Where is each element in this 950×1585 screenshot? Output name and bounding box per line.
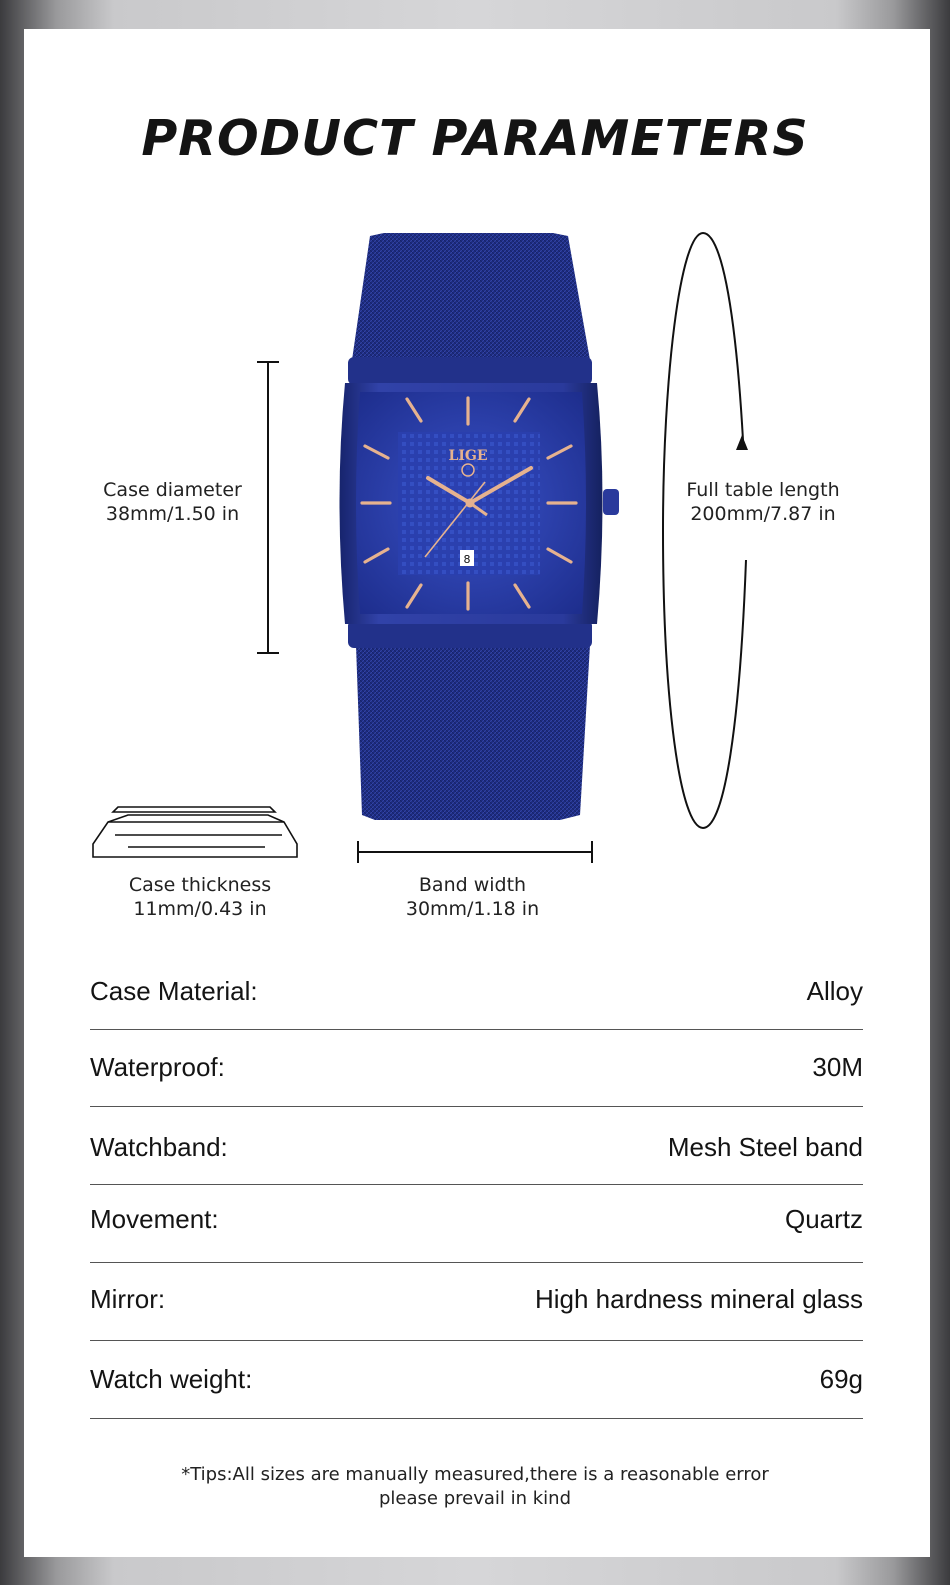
spec-label: Mirror: [90, 1284, 166, 1314]
tips-note [0, 1463, 950, 1511]
spec-value: 30M [812, 1052, 863, 1082]
spec-row-waterproof [90, 1052, 863, 1092]
case-thickness-value: 11mm/0.43 in [133, 898, 267, 920]
case-thickness-label [95, 873, 305, 921]
full-length-label [663, 478, 863, 526]
divider [90, 1340, 863, 1341]
case-diameter-label [80, 478, 265, 526]
divider [90, 1262, 863, 1263]
tips-line-1: *Tips:All sizes are manually measured,there is a reasonable error [181, 1464, 769, 1485]
band-width-label [370, 873, 575, 921]
spec-label: Waterproof: [90, 1052, 225, 1082]
full-length-value: 200mm/7.87 in [690, 503, 836, 525]
spec-value: Alloy [806, 976, 863, 1006]
band-top [352, 233, 590, 360]
divider [90, 1184, 863, 1185]
case-profile [93, 807, 297, 857]
divider [90, 1029, 863, 1030]
tips-line-2: please prevail in kind [378, 1488, 571, 1509]
brand-logo: LIGE [448, 448, 488, 464]
case-diameter-value: 38mm/1.50 in [105, 503, 240, 525]
spec-label: Movement: [90, 1204, 219, 1234]
divider [90, 1418, 863, 1419]
spec-label: Case Material: [90, 976, 258, 1006]
page-title: PRODUCT PARAMETERS [141, 110, 809, 167]
spec-value: 69g [819, 1364, 863, 1394]
date-number: 8 [463, 553, 471, 566]
spec-row-watch-weight [90, 1364, 863, 1404]
crown [603, 489, 619, 515]
spec-row-case-material [90, 976, 863, 1016]
case-diameter-title: Case diameter [103, 479, 242, 501]
spec-row-mirror [90, 1284, 863, 1324]
divider [90, 1106, 863, 1107]
lug-top [348, 357, 592, 385]
case-thickness-title: Case thickness [128, 874, 272, 896]
band-width-title: Band width [418, 874, 527, 896]
band-width-indicator [358, 841, 592, 863]
spec-value: Mesh Steel band [667, 1132, 863, 1162]
spec-row-movement [90, 1204, 863, 1244]
full-length-title: Full table length [686, 479, 840, 501]
spec-label: Watchband: [90, 1132, 228, 1162]
band-bottom [356, 645, 590, 820]
full-length-oval [663, 233, 746, 828]
lug-bottom [348, 620, 592, 648]
spec-value: Quartz [784, 1204, 863, 1234]
spec-row-watchband [90, 1132, 863, 1172]
spec-value: High hardness mineral glass [534, 1284, 863, 1314]
band-width-value: 30mm/1.18 in [405, 898, 540, 920]
spec-label: Watch weight: [90, 1364, 253, 1394]
arrow-head [736, 435, 748, 450]
